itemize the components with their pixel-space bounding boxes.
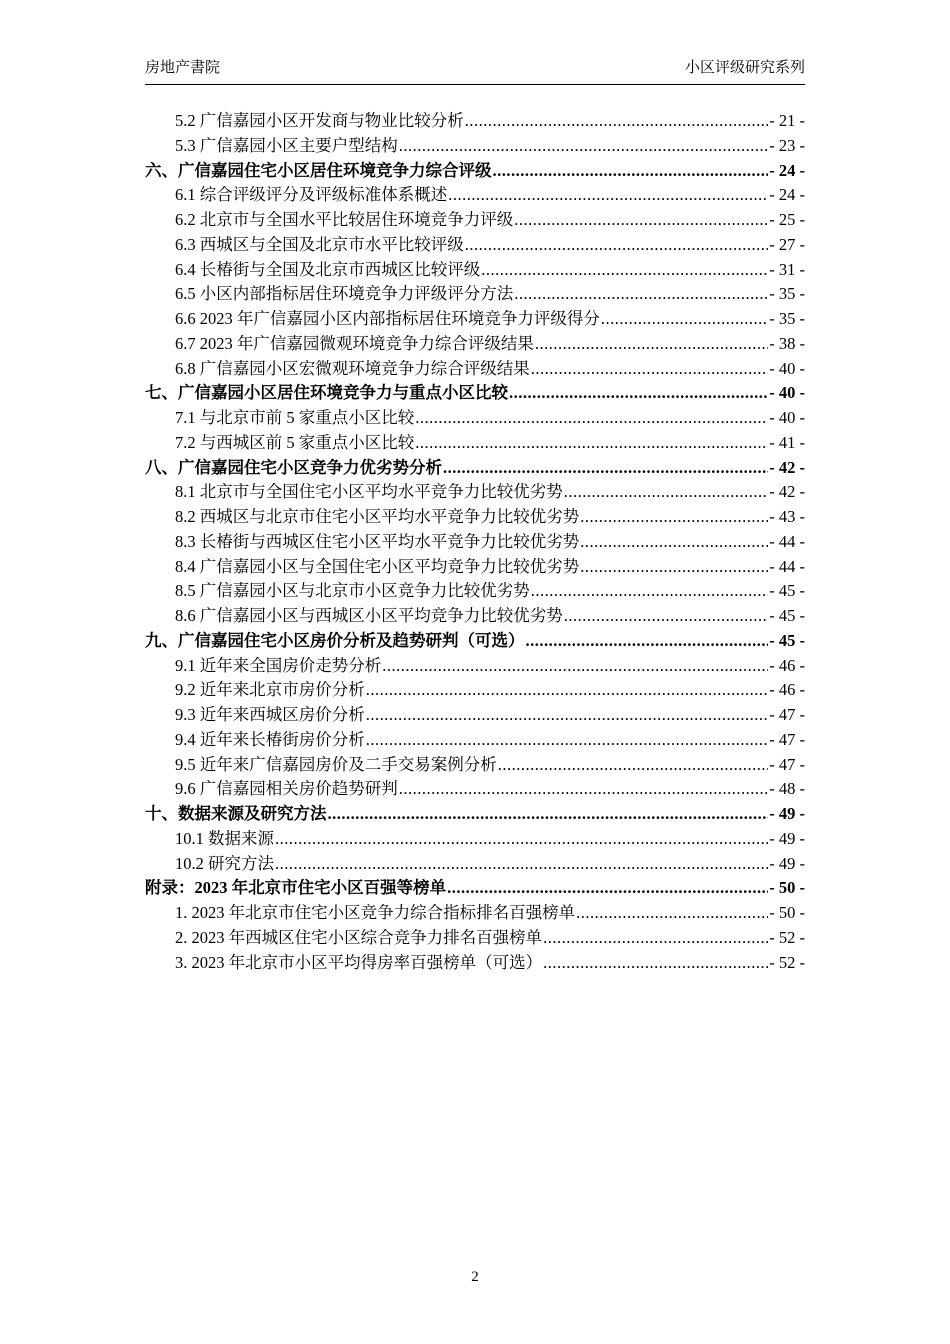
toc-entry[interactable] <box>145 233 805 258</box>
toc-entry-label: 6.7 2023 年广信嘉园微观环境竞争力综合评级结果 <box>175 333 534 353</box>
toc-entry-page: - 46 - <box>769 655 805 675</box>
toc-dot-leader <box>415 431 768 456</box>
toc-entry[interactable] <box>145 456 805 481</box>
toc-entry[interactable] <box>145 480 805 505</box>
toc-entry-label: 6.1 综合评级评分及评级标准体系概述 <box>175 185 448 205</box>
toc-entry[interactable] <box>145 530 805 555</box>
toc-entry[interactable] <box>145 406 805 431</box>
toc-entry-label: 9.3 近年来西城区房价分析 <box>175 705 365 724</box>
toc-entry[interactable] <box>145 951 805 976</box>
toc-dot-leader <box>576 901 768 926</box>
toc-entry-label: 8.3 长椿街与西城区住宅小区平均水平竞争力比较优劣势 <box>175 531 580 551</box>
toc-entry-label: 3. 2023 年北京市小区平均得房率百强榜单（可选） <box>175 952 543 972</box>
toc-entry-page: - 45 - <box>769 630 805 650</box>
toc-entry-label: 8.6 广信嘉园小区与西城区小区平均竞争力比较优劣势 <box>175 606 563 625</box>
toc-entry-page: - 41 - <box>769 432 805 452</box>
toc-entry[interactable] <box>145 555 805 580</box>
toc-dot-leader <box>366 728 769 753</box>
toc-entry-label: 9.1 近年来全国房价走势分析 <box>175 655 382 675</box>
toc-entry[interactable] <box>145 728 805 753</box>
toc-entry[interactable] <box>145 307 805 332</box>
toc-dot-leader <box>580 505 768 530</box>
toc-dot-leader <box>580 530 768 555</box>
toc-dot-leader <box>415 406 768 431</box>
toc-entry-page: - 21 - <box>769 111 805 130</box>
header-divider <box>145 84 805 85</box>
toc-entry-label: 七、广信嘉园小区居住环境竞争力与重点小区比较 <box>145 383 508 403</box>
toc-dot-leader <box>531 579 769 604</box>
toc-entry-page: - 38 - <box>769 333 805 353</box>
toc-entry-label: 2. 2023 年西城区住宅小区综合竞争力排名百强榜单 <box>175 927 543 947</box>
toc-dot-leader <box>366 678 769 703</box>
toc-entry-page: - 46 - <box>769 680 805 700</box>
toc-entry-page: - 25 - <box>769 210 805 229</box>
toc-entry-label: 6.5 小区内部指标居住环境竞争力评级评分方法 <box>175 284 514 304</box>
toc-entry-page: - 43 - <box>769 507 805 526</box>
toc-entry-page: - 42 - <box>769 482 805 502</box>
toc-entry-page: - 42 - <box>769 457 805 477</box>
toc-entry-page: - 45 - <box>769 581 805 601</box>
toc-dot-leader <box>514 282 768 307</box>
toc-entry-label: 9.5 近年来广信嘉园房价及二手交易案例分析 <box>175 754 497 774</box>
toc-entry-label: 7.2 与西城区前 5 家重点小区比较 <box>175 432 415 452</box>
toc-entry-label: 十、数据来源及研究方法 <box>145 804 327 823</box>
toc-entry-label: 六、广信嘉园住宅小区居住环境竞争力综合评级 <box>145 160 492 180</box>
header-right-text: 小区评级研究系列 <box>684 60 805 76</box>
toc-entry-page: - 40 - <box>769 383 805 403</box>
toc-dot-leader <box>498 753 769 778</box>
toc-entry[interactable] <box>145 332 805 357</box>
toc-entry[interactable] <box>145 208 805 233</box>
toc-entry-page: - 40 - <box>769 408 805 427</box>
header-left-text: 房地产書院 <box>145 60 221 76</box>
toc-entry[interactable] <box>145 629 805 654</box>
toc-dot-leader <box>443 456 768 481</box>
toc-entry[interactable] <box>145 777 805 802</box>
toc-entry-label: 8.5 广信嘉园小区与北京市小区竞争力比较优劣势 <box>175 581 530 601</box>
toc-dot-leader <box>275 852 768 877</box>
toc-entry-label: 9.6 广信嘉园相关房价趋势研判 <box>175 779 398 799</box>
toc-entry-page: - 49 - <box>769 853 805 873</box>
toc-entry[interactable] <box>145 159 805 184</box>
toc-dot-leader <box>493 159 769 184</box>
toc-list <box>145 109 805 975</box>
toc-entry-page: - 47 - <box>769 754 805 774</box>
toc-dot-leader <box>447 876 768 901</box>
toc-entry-page: - 50 - <box>769 903 805 922</box>
toc-entry[interactable] <box>145 134 805 159</box>
toc-entry[interactable] <box>145 604 805 629</box>
footer-page-number: 2 <box>471 1269 479 1285</box>
toc-dot-leader <box>481 258 768 283</box>
toc-entry-label: 7.1 与北京市前 5 家重点小区比较 <box>175 408 415 427</box>
toc-entry-page: - 23 - <box>769 135 805 155</box>
toc-entry-label: 6.8 广信嘉园小区宏微观环境竞争力综合评级结果 <box>175 358 530 378</box>
toc-entry[interactable] <box>145 852 805 877</box>
toc-entry-page: - 52 - <box>769 927 805 947</box>
toc-entry-page: - 44 - <box>769 531 805 551</box>
toc-entry-page: - 47 - <box>769 729 805 749</box>
toc-entry[interactable] <box>145 357 805 382</box>
toc-entry[interactable] <box>145 802 805 827</box>
toc-dot-leader <box>275 827 768 852</box>
toc-entry[interactable] <box>145 654 805 679</box>
toc-dot-leader <box>366 703 769 728</box>
toc-entry[interactable] <box>145 258 805 283</box>
toc-entry-label: 1. 2023 年北京市住宅小区竞争力综合指标排名百强榜单 <box>175 903 576 922</box>
toc-entry-label: 8.2 西城区与北京市住宅小区平均水平竞争力比较优劣势 <box>175 507 580 526</box>
toc-dot-leader <box>601 307 768 332</box>
toc-entry-page: - 47 - <box>769 705 805 724</box>
toc-dot-leader <box>526 629 769 654</box>
toc-entry-label: 九、广信嘉园住宅小区房价分析及趋势研判（可选） <box>145 630 525 650</box>
toc-dot-leader <box>328 802 769 827</box>
toc-dot-leader <box>580 555 768 580</box>
toc-entry[interactable] <box>145 901 805 926</box>
toc-dot-leader <box>465 109 769 134</box>
toc-entry-label: 9.4 近年来长椿街房价分析 <box>175 729 365 749</box>
toc-entry-label: 8.1 北京市与全国住宅小区平均水平竞争力比较优劣势 <box>175 482 563 502</box>
toc-entry[interactable] <box>145 109 805 134</box>
toc-dot-leader <box>399 134 769 159</box>
toc-entry-label: 附录：2023 年北京市住宅小区百强等榜单 <box>145 878 447 898</box>
toc-dot-leader <box>448 183 768 208</box>
toc-entry[interactable] <box>145 579 805 604</box>
toc-entry-page: - 50 - <box>769 878 805 898</box>
toc-entry[interactable] <box>145 381 805 406</box>
toc-entry-label: 6.2 北京市与全国水平比较居住环境竞争力评级 <box>175 210 514 229</box>
toc-dot-leader <box>543 926 768 951</box>
toc-entry-page: - 44 - <box>769 556 805 576</box>
toc-entry-page: - 49 - <box>769 828 805 848</box>
toc-entry[interactable] <box>145 183 805 208</box>
toc-entry-label: 5.3 广信嘉园小区主要户型结构 <box>175 135 398 155</box>
toc-dot-leader <box>399 777 769 802</box>
toc-entry-page: - 35 - <box>769 309 805 328</box>
toc-entry[interactable] <box>145 678 805 703</box>
toc-dot-leader <box>543 951 768 976</box>
toc-entry-label: 6.4 长椿街与全国及北京市西城区比较评级 <box>175 259 481 279</box>
toc-entry-label: 6.3 西城区与全国及北京市水平比较评级 <box>175 234 464 254</box>
toc-entry-label: 6.6 2023 年广信嘉园小区内部指标居住环境竞争力评级得分 <box>175 309 600 328</box>
toc-entry-label: 8.4 广信嘉园小区与全国住宅小区平均竞争力比较优劣势 <box>175 556 580 576</box>
toc-entry-page: - 31 - <box>769 259 805 279</box>
toc-dot-leader <box>564 480 769 505</box>
toc-dot-leader <box>531 357 769 382</box>
page-footer <box>0 1269 950 1286</box>
toc-entry-label: 5.2 广信嘉园小区开发商与物业比较分析 <box>175 111 464 130</box>
toc-entry-page: - 35 - <box>769 284 805 304</box>
toc-entry-page: - 48 - <box>769 779 805 799</box>
toc-entry[interactable] <box>145 505 805 530</box>
toc-entry-label: 9.2 近年来北京市房价分析 <box>175 680 365 700</box>
toc-entry-page: - 40 - <box>769 358 805 378</box>
toc-dot-leader <box>465 233 769 258</box>
toc-entry[interactable] <box>145 753 805 778</box>
toc-entry-page: - 24 - <box>769 160 805 180</box>
toc-entry[interactable] <box>145 703 805 728</box>
toc-entry[interactable] <box>145 876 805 901</box>
toc-entry[interactable] <box>145 827 805 852</box>
toc-entry-page: - 45 - <box>769 606 805 625</box>
toc-entry[interactable] <box>145 926 805 951</box>
toc-entry-page: - 49 - <box>769 804 805 823</box>
toc-entry-label: 10.2 研究方法 <box>175 853 274 873</box>
toc-entry-label: 八、广信嘉园住宅小区竞争力优劣势分析 <box>145 457 442 477</box>
toc-entry-page: - 27 - <box>769 234 805 254</box>
toc-dot-leader <box>509 381 768 406</box>
toc-entry-label: 10.1 数据来源 <box>175 828 274 848</box>
toc-entry[interactable] <box>145 431 805 456</box>
toc-dot-leader <box>382 654 768 679</box>
toc-dot-leader <box>514 208 768 233</box>
toc-entry-page: - 24 - <box>769 185 805 205</box>
toc-entry[interactable] <box>145 282 805 307</box>
page-header <box>145 58 805 82</box>
toc-dot-leader <box>564 604 769 629</box>
toc-entry-page: - 52 - <box>769 952 805 972</box>
toc-dot-leader <box>535 332 768 357</box>
